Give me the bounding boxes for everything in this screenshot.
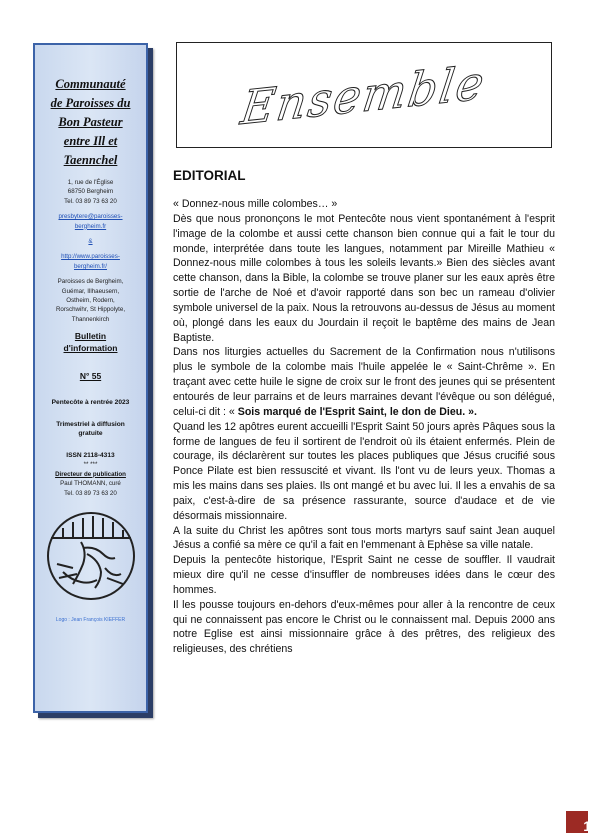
paragraph: Dans nos liturgies actuelles du Sacrement de la Confirmation nous n'utilisons plus le symbole de la colombe mais l'huile appelée le « Saint-Chrême ». En traçant avec cette huile le signe de croix sur le front des jeunes qui se présentent entourés de leur parrains et de leurs marraines devant l'évêque ou son délégué, celui-ci dit : « Sois marqué de l'Esprit Saint, le don de Dieu. ». — [173, 346, 555, 418]
page-number: 1 — [583, 818, 591, 834]
page-number-badge — [566, 811, 591, 834]
sidebar — [33, 43, 148, 713]
paragraph: Il les pousse toujours en-dehors d'eux-mêmes pour aller à la rencontre de ceux qui ne connaissent pas encore le Christ ou le connaissent mal. Depuis 2000 ans notre Eglise est ainsi missionnaire grâce à des prêtres, des religieux des religieuses, des chrétiens — [173, 598, 555, 656]
editorial-body — [173, 197, 555, 657]
website-link[interactable]: http://www.paroisses- bergheim.fr/ — [61, 253, 120, 270]
community-title: Communauté de Paroisses du Bon Pasteur entre Ill et Taennchel — [50, 77, 131, 167]
bulletin-label: Bulletin d'information — [63, 331, 118, 354]
paragraph: A la suite du Christ les apôtres sont tous morts martyrs sauf saint Jean auquel Jésus a confié sa mère ce qu'il a fait en l'emmenant à Ephèse sa ville natale. — [173, 524, 555, 552]
director-tel: Tel. 03 89 73 63 20 — [64, 489, 117, 497]
bulletin-title: Ensemble — [238, 54, 490, 136]
editorial-section — [173, 168, 555, 657]
stars-separator: ** *** — [83, 461, 98, 469]
issue-period: Pentecôte à rentrée 2023 — [51, 399, 130, 407]
logo-caption: Logo : Jean François KIEFFER — [55, 616, 126, 623]
dove-logo-icon — [43, 508, 139, 604]
email-link[interactable]: presbytere@paroisses- bergheim.fr — [58, 213, 123, 230]
editorial-heading: EDITORIAL — [173, 168, 246, 183]
issue-number: N° 55 — [79, 371, 102, 382]
paragraph: Depuis la pentecôte historique, l'Esprit Saint ne cesse de souffler. Il vaudrait mieux dire qu'il ne cesse d'insuffler de nombreuses idées dans le cœur des hommes. — [173, 554, 555, 596]
director-label: Directeur de publication — [55, 470, 126, 478]
quarterly-note: Trimestriel à diffusion gratuite — [56, 420, 125, 438]
paragraph: « Donnez-nous mille colombes… » — [173, 198, 338, 210]
paragraph: Dès que nous prononçons le mot Pentecôte nous vient spontanément à l'esprit l'image de la colombe et aussi cette chanson bien connue qui a fait le tour du monde, interprétée dans toute les langues, notamment par Mireille Mathieu « Donnez-nous mille colombes à tous les soleils levants.» Bien des siècles avant cette chanson, dans la Bible, la colombe se trouve planer sur les eaux après être sortie de l'arche de Noé et d'avoir rapporté dans son bec un rameau d'olivier symbole universel de la paix. Nous la retrouvons au-dessus de Jésus au moment où, plongé dans les eaux du Jourdain il reçoit le baptême des mains de Jean Baptiste. — [173, 212, 555, 344]
ampersand: & — [88, 238, 93, 246]
paragraph: Quand les 12 apôtres eurent accueilli l'Esprit Saint 50 jours après Pâques sous la forme de langues de feu il sortirent de l'endroit où ils étaient enfermés. Plein de courage, ils déclarèrent sur toutes les places publiques que Jésus crucifié sous Ponce Pilate est bien ressuscité et vivant. Ils l'ont vu de leurs yeux. Thomas a mis les mains dans ses plaies. Ils ont mangé et bu avec lui. Il les a envahis de sa paix, c'est-à-dire de sa présence rassurante, source d'audace et de vie désormais missionnaire. — [173, 420, 555, 522]
director-name: Paul THOMANN, curé — [60, 480, 121, 488]
parishes-list: Paroisses de Bergheim, Guémar, Illhaeusern, Ostheim, Rodern, Rorschwihr, St Hippolyte, Thannenkirch — [55, 278, 126, 323]
address: 1, rue de l'Église 68750 Bergheim Tel. 03 89 73 63 20 — [64, 179, 117, 205]
bulletin-title-box — [176, 42, 552, 148]
issn: ISSN 2118-4313 — [66, 451, 115, 459]
